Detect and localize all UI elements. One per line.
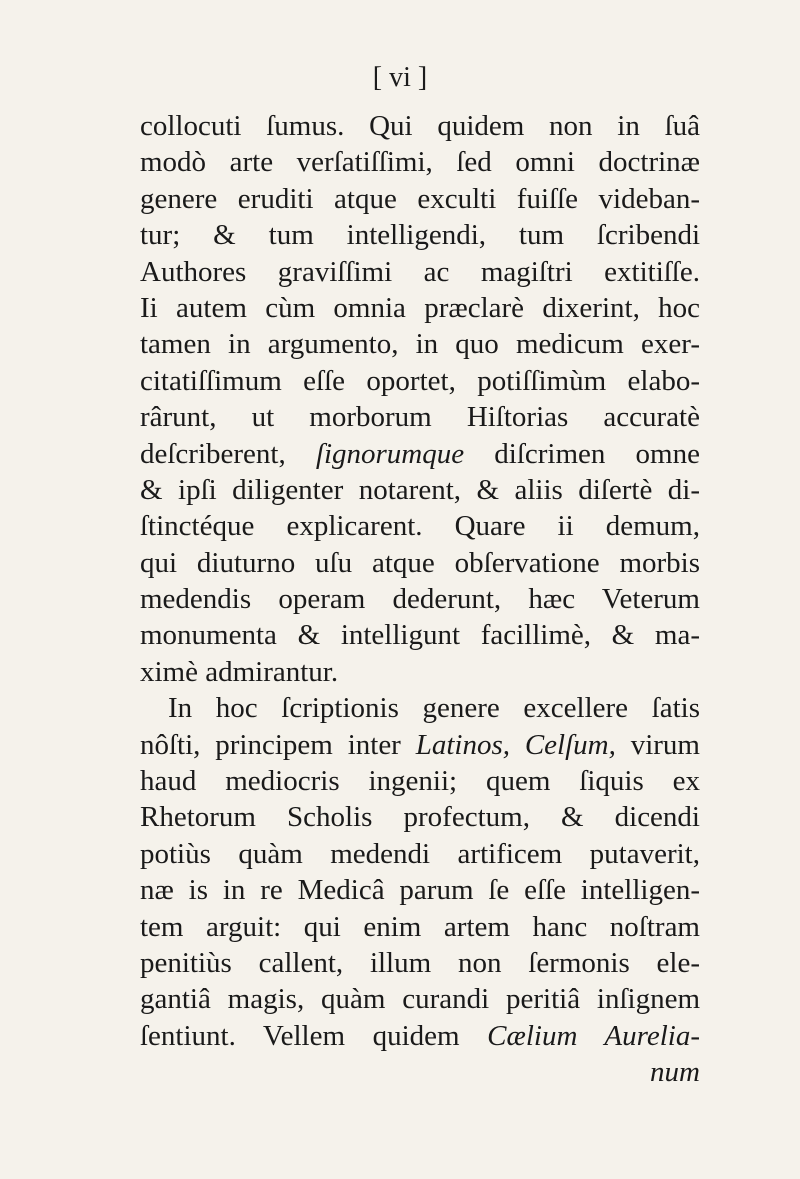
text-line: collocuti ſumus. Qui quidem non in ſuâ [140,110,700,142]
text-line: ſtinctéque explicarent. Quare ii demum, [140,510,700,543]
text-line: Rhetorum Scholis profectum, & dicendi [140,801,700,834]
text-segment: virum [615,728,700,761]
page-number: [ vi ] [372,62,428,93]
text-line: tamen in argumento, in quo medicum exer- [140,328,700,361]
text-line: næ is in re Medicâ parum ſe eſſe intelligen- [140,874,700,907]
text-line: gantiâ magis, quàm curandi peritiâ inſignem [140,983,700,1016]
text-line: Authores graviſſimi ac magiſtri extitiſſe. [140,255,700,288]
text-line: qui diuturno uſu atque obſervatione morbis [140,546,700,579]
text-line: modò arte verſatiſſimi, ſed omni doctrinæ [140,146,700,179]
text-line: Ii autem cùm omnia præclarè dixerint, hoc [140,291,700,324]
text-line: genere eruditi atque exculti fuiſſe videban- [140,182,700,215]
text-line: rârunt, ut morborum Hiſtorias accuratè [140,401,700,434]
italic-segment: Cælium Aurelia- [487,1019,700,1052]
text-line: tur; & tum intelligendi, tum ſcribendi [140,219,700,252]
text-line: citatiſſimum eſſe oportet, potiſſimùm elabo- [140,364,700,397]
catchword: num [650,1056,700,1089]
text-line: penitiùs callent, illum non ſermonis ele- [140,946,700,979]
text-line: ximè admirantur. [140,655,339,688]
text-line: monumenta & intelligunt facillimè, & ma- [140,619,700,652]
text-segment: nôſti, principem inter [140,728,416,761]
text-line: tem arguit: qui enim artem hanc noſtram [140,910,700,943]
text-line: potiùs quàm medendi artificem putaverit, [140,837,700,870]
text-segment: diſcrimen omne [464,437,700,470]
text-line [140,1018,700,1054]
text-line: In hoc ſcriptionis genere excellere ſatis [168,692,700,725]
text-line [140,436,700,472]
italic-segment: ſignorumque [315,437,465,470]
italic-segment: Latinos, Celſum, [415,728,616,761]
text-segment: ſentiunt. Vellem quidem [140,1019,488,1052]
text-line: medendis operam dederunt, hæc Veterum [140,583,700,616]
body-text [140,108,700,1091]
text-line: & ipſi diligenter notarent, & aliis diſertè di- [140,473,700,506]
text-segment: deſcriberent, [140,437,316,470]
text-line [140,727,700,763]
text-line: haud mediocris ingenii; quem ſiquis ex [140,765,700,798]
